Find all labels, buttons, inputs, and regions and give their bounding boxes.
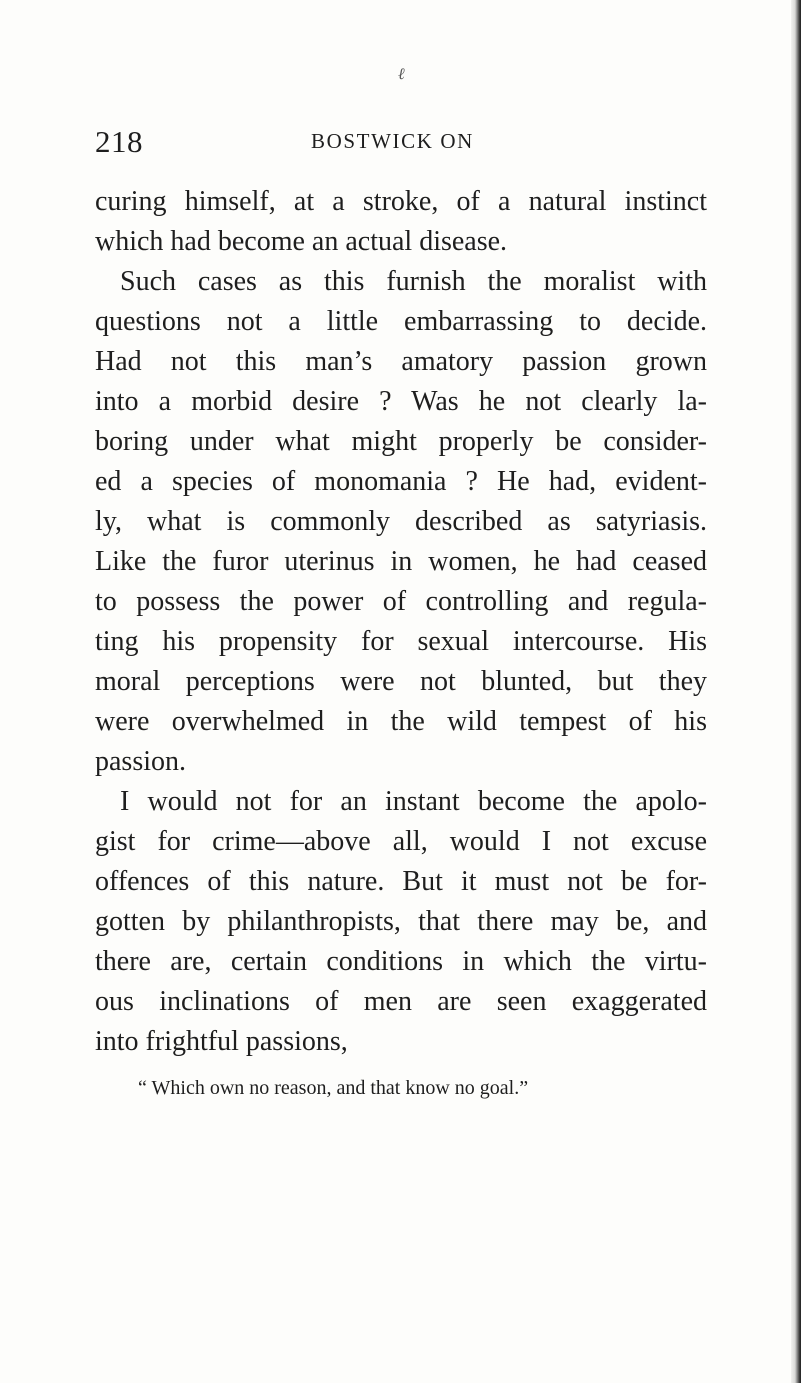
- text-line: ed a species of monomania ? He had, evident-: [95, 466, 707, 497]
- page-number: 218: [95, 124, 143, 159]
- body-text: [95, 182, 707, 1062]
- text-line: Had not this man’s amatory passion grown: [95, 346, 707, 377]
- verse-quotation: “ Which own no reason, and that know no goal.”: [138, 1077, 529, 1099]
- stray-mark: ℓ: [398, 66, 405, 83]
- text-line: boring under what might properly be consider-: [95, 426, 707, 457]
- text-line: to possess the power of controlling and regula-: [95, 586, 707, 617]
- text-line: which had become an actual disease.: [95, 226, 508, 257]
- text-line: ous inclinations of men are seen exaggerated: [95, 986, 707, 1017]
- text-line: I would not for an instant become the apolo-: [120, 786, 707, 817]
- text-line: into frightful passions,: [95, 1026, 348, 1057]
- text-line: there are, certain conditions in which the virtu-: [95, 946, 707, 977]
- text-line: gotten by philanthropists, that there may be, and: [95, 906, 707, 937]
- text-line: moral perceptions were not blunted, but they: [95, 666, 707, 697]
- running-head: BOSTWICK ON: [311, 129, 474, 153]
- page-header: [95, 124, 695, 164]
- text-line: gist for crime—above all, would I not excuse: [95, 826, 707, 857]
- text-line: ly, what is commonly described as satyriasis.: [95, 506, 707, 537]
- page-edge-shadow: [791, 0, 801, 1383]
- text-line: questions not a little embarrassing to decide.: [95, 306, 707, 337]
- text-line: into a morbid desire ? Was he not clearly la-: [95, 386, 707, 417]
- text-line: were overwhelmed in the wild tempest of his: [95, 706, 707, 737]
- text-line: Like the furor uterinus in women, he had ceased: [95, 546, 707, 577]
- text-line: ting his propensity for sexual intercourse. His: [95, 626, 707, 657]
- text-line: offences of this nature. But it must not be for-: [95, 866, 707, 897]
- text-line: curing himself, at a stroke, of a natural instinct: [95, 186, 707, 217]
- text-line: passion.: [95, 746, 186, 777]
- text-line: Such cases as this furnish the moralist with: [120, 266, 707, 297]
